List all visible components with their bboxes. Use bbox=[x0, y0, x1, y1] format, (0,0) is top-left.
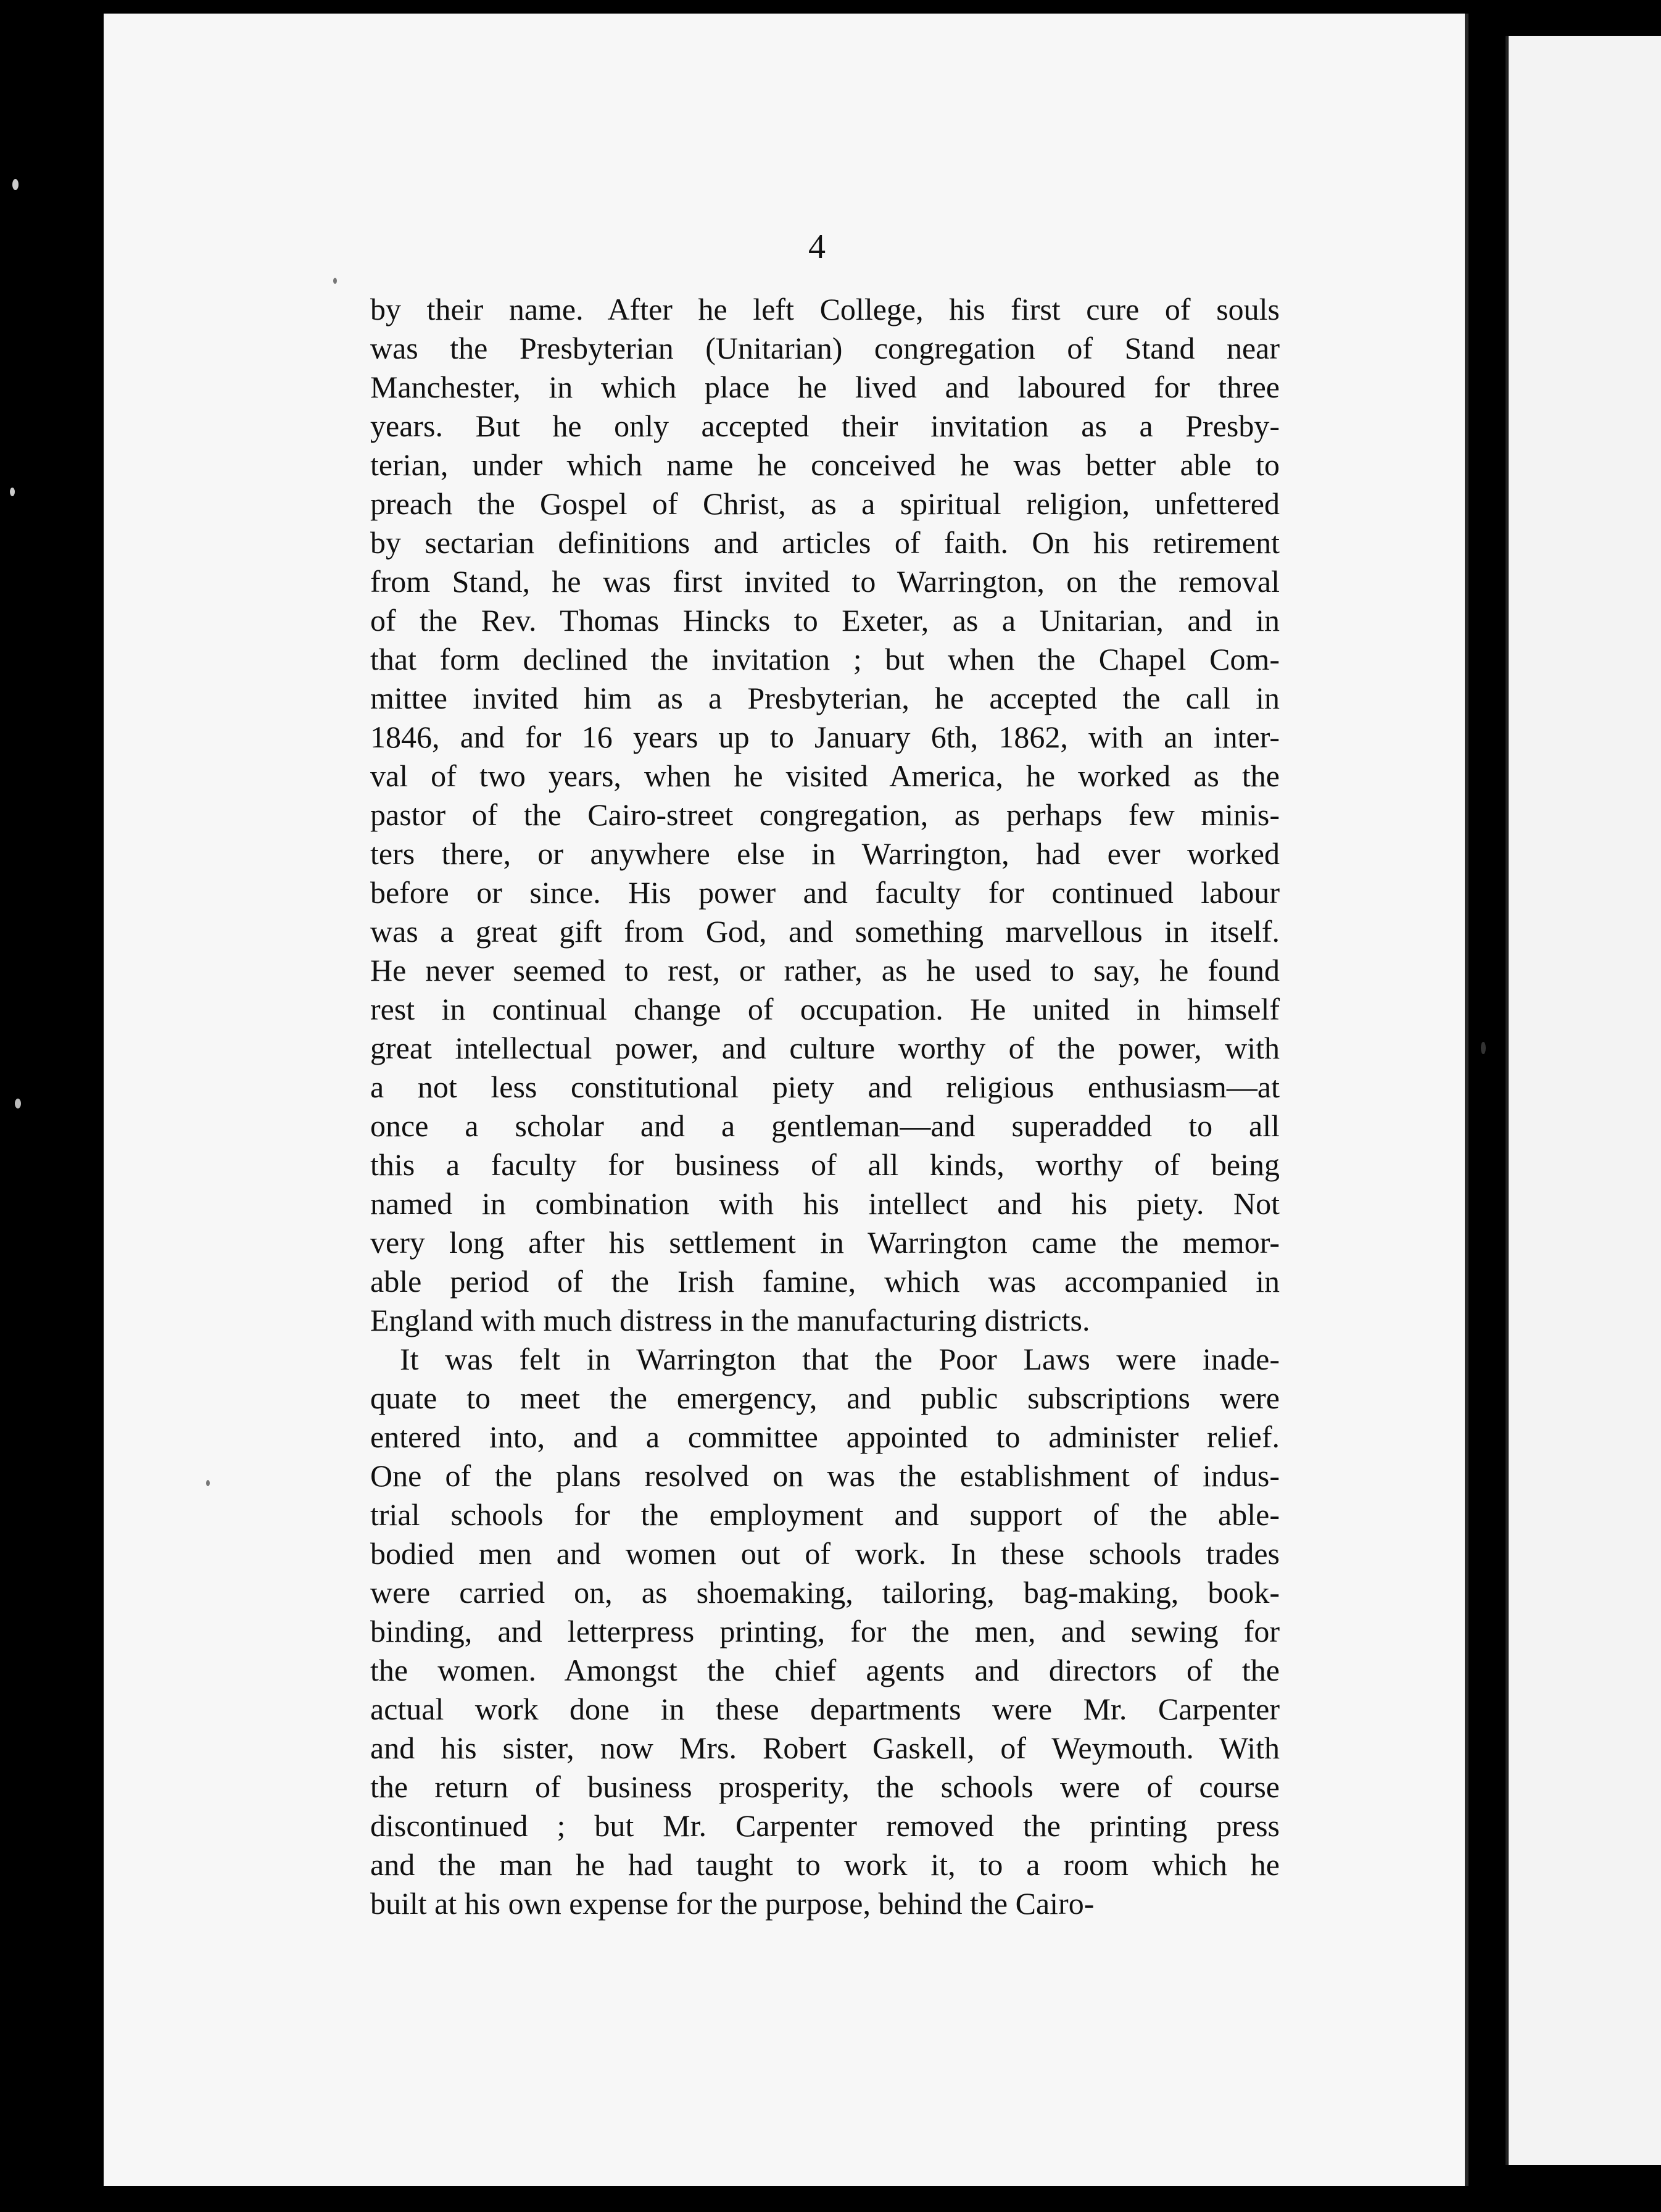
text-line: very long after his settlement in Warrington came the memor- bbox=[370, 1225, 1280, 1260]
text-line: preach the Gospel of Christ, as a spiritual religion, unfettered bbox=[370, 486, 1280, 521]
text-line: pastor of the Cairo-street congregation, as perhaps few minis- bbox=[370, 797, 1280, 832]
text-line: England with much distress in the manufacturing districts. bbox=[370, 1303, 1090, 1337]
text-line: and the man he had taught to work it, to a room which he bbox=[370, 1847, 1280, 1882]
text-line: ters there, or anywhere else in Warrington, had ever worked bbox=[370, 836, 1280, 871]
text-line: Manchester, in which place he lived and laboured for three bbox=[370, 370, 1280, 404]
text-line: were carried on, as shoemaking, tailoring, bag-making, book- bbox=[370, 1575, 1280, 1610]
scan-speck bbox=[15, 1099, 21, 1108]
scan-speck bbox=[1481, 1042, 1486, 1054]
text-line: by their name. After he left College, his first cure of souls bbox=[370, 292, 1280, 326]
text-line: mittee invited him as a Presbyterian, he accepted the call in bbox=[370, 681, 1280, 715]
text-line: before or since. His power and faculty for continued labour bbox=[370, 875, 1280, 910]
text-line: that form declined the invitation ; but when the Chapel Com- bbox=[370, 642, 1280, 676]
text-line: years. But he only accepted their invitation as a Presby- bbox=[370, 409, 1280, 443]
scan-speck bbox=[333, 278, 337, 284]
text-line: discontinued ; but Mr. Carpenter removed the printing press bbox=[370, 1808, 1280, 1843]
page-number: 4 bbox=[808, 228, 826, 266]
text-line: It was felt in Warrington that the Poor Laws were inade- bbox=[400, 1342, 1280, 1376]
scan-speck bbox=[12, 179, 19, 190]
text-line: actual work done in these departments were Mr. Carpenter bbox=[370, 1692, 1280, 1726]
text-line: val of two years, when he visited America, he worked as the bbox=[370, 759, 1280, 793]
text-line: and his sister, now Mrs. Robert Gaskell, of Weymouth. With bbox=[370, 1731, 1280, 1765]
text-line: great intellectual power, and culture worthy of the power, with bbox=[370, 1031, 1280, 1065]
text-line: the women. Amongst the chief agents and directors of the bbox=[370, 1653, 1280, 1687]
text-line: entered into, and a committee appointed to administer relief. bbox=[370, 1420, 1280, 1454]
text-line: trial schools for the employment and support of the able- bbox=[370, 1497, 1280, 1532]
scanned-page-right-edge bbox=[1506, 36, 1661, 2165]
body-text bbox=[370, 290, 1280, 1923]
text-line: was a great gift from God, and something marvellous in itself. bbox=[370, 914, 1280, 949]
scan-speck bbox=[206, 1480, 210, 1486]
text-line: One of the plans resolved on was the establishment of indus- bbox=[370, 1458, 1280, 1493]
text-line: He never seemed to rest, or rather, as he used to say, he found bbox=[370, 953, 1280, 988]
text-line: a not less constitutional piety and religious enthusiasm—at bbox=[370, 1070, 1280, 1104]
scan-speck bbox=[10, 488, 15, 496]
text-line: built at his own expense for the purpose, behind the Cairo- bbox=[370, 1886, 1095, 1921]
text-line: from Stand, he was first invited to Warrington, on the removal bbox=[370, 564, 1280, 599]
text-line: was the Presbyterian (Unitarian) congregation of Stand near bbox=[370, 331, 1280, 365]
text-line: able period of the Irish famine, which was accompanied in bbox=[370, 1264, 1280, 1299]
text-line: 1846, and for 16 years up to January 6th, 1862, with an inter- bbox=[370, 720, 1280, 754]
text-line: this a faculty for business of all kinds, worthy of being bbox=[370, 1147, 1280, 1182]
text-line: named in combination with his intellect and his piety. Not bbox=[370, 1186, 1280, 1221]
text-line: terian, under which name he conceived he was better able to bbox=[370, 447, 1280, 482]
text-line: once a scholar and a gentleman—and superadded to all bbox=[370, 1108, 1280, 1143]
text-line: bodied men and women out of work. In these schools trades bbox=[370, 1536, 1280, 1571]
text-line: by sectarian definitions and articles of faith. On his retirement bbox=[370, 525, 1280, 560]
text-line: quate to meet the emergency, and public subscriptions were bbox=[370, 1381, 1280, 1415]
text-line: binding, and letterpress printing, for the men, and sewing for bbox=[370, 1614, 1280, 1649]
text-line: the return of business prosperity, the schools were of course bbox=[370, 1769, 1280, 1804]
text-line: rest in continual change of occupation. He united in himself bbox=[370, 992, 1280, 1026]
text-line: of the Rev. Thomas Hincks to Exeter, as a Unitarian, and in bbox=[370, 603, 1280, 638]
